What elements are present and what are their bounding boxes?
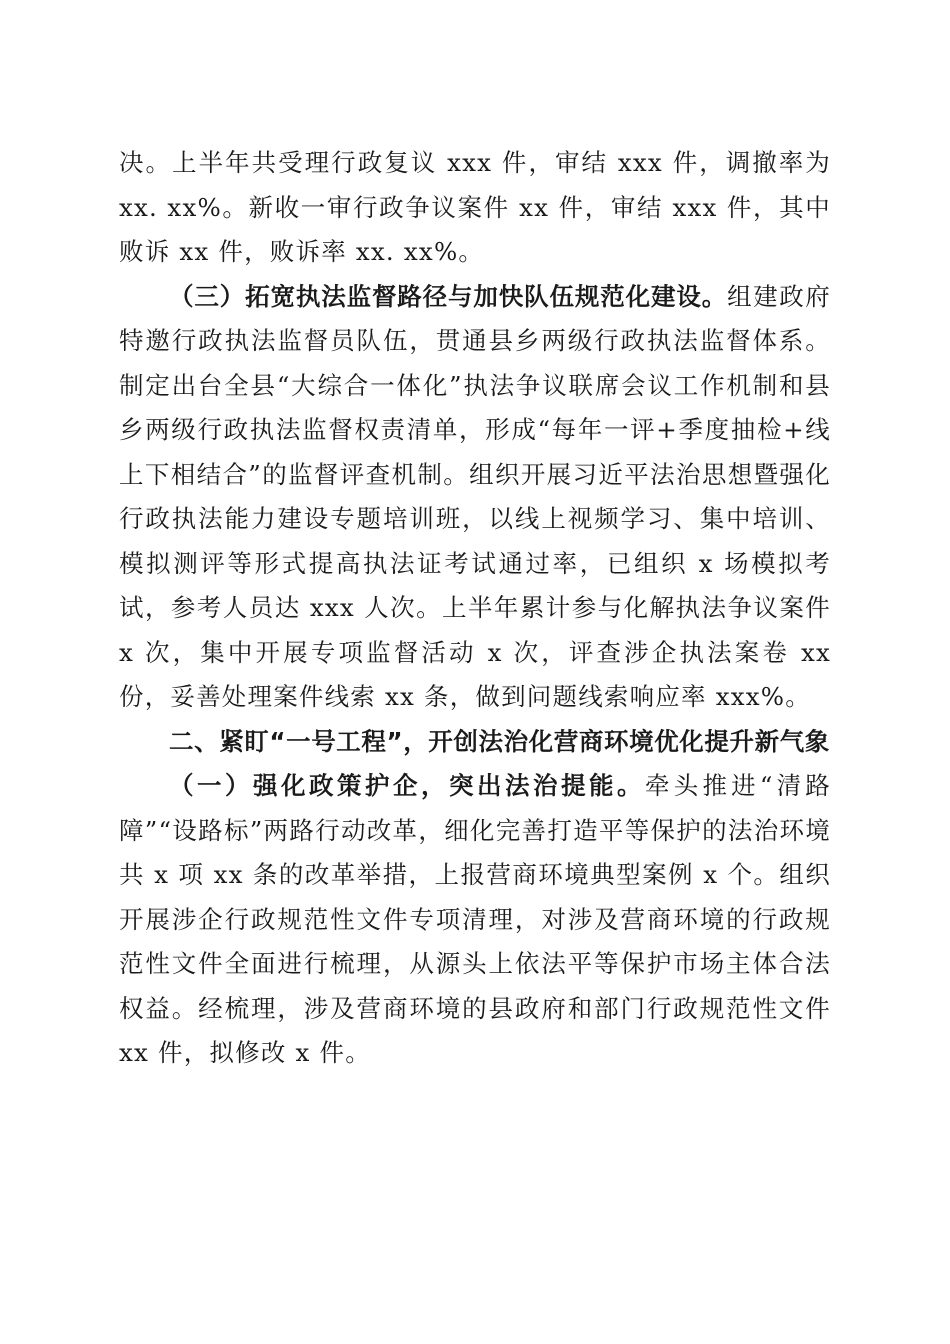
paragraph-lead-heading: （一）强化政策护企，突出法治提能。 (169, 771, 646, 800)
paragraph-policy (119, 764, 831, 1076)
paragraph-body: 决。上半年共受理行政复议 xxx 件，审结 xxx 件，调撤率为 xx. xx%。新收一审行政争议案件 xx 件，审结 xxx 件，其中败诉 xx 件，败诉率 xx. xx%。 (119, 148, 831, 266)
paragraph-supervision (119, 275, 831, 720)
paragraph-body: 牵头推进“清路障”“设路标”两路行动改革，细化完善打造平等保护的法治环境共 x 项 xx 条的改革举措，上报营商环境典型案例 x 个。组织开展涉企行政规范性文件专项清理，对涉及营商环境的行政规范性文件全面进行梳理，从源头上依法平等保护市场主体合法权益。经梳理，涉及营商环境的县政府和部门行政规范性文件 xx 件，拟修改 x 件。 (119, 771, 831, 1067)
paragraph-continuation (119, 141, 831, 275)
paragraph-lead-heading: （三）拓宽执法监督路径与加快队伍规范化建设。 (169, 281, 728, 311)
paragraph-body: 组建政府特邀行政执法监督员队伍，贯通县乡两级行政执法监督体系。制定出台全县“大综合一体化”执法争议联席会议工作机制和县乡两级行政执法监督权责清单，形成“每年一评+季度抽检+线上下相结合”的监督评查机制。组织开展习近平法治思想暨强化行政执法能力建设专题培训班，以线上视频学习、集中培训、模拟测评等形式提高执法证考试通过率，已组织 x 场模拟考试，参考人员达 xxx 人次。上半年累计参与化解执法争议案件 x 次，集中开展专项监督活动 x 次，评查涉企执法案卷 xx 份，妥善处理案件线索 xx 条，做到问题线索响应率 xxx%。 (119, 281, 831, 711)
section-heading: 二、紧盯“一号工程”，开创法治化营商环境优化提升新气象 (169, 726, 830, 756)
